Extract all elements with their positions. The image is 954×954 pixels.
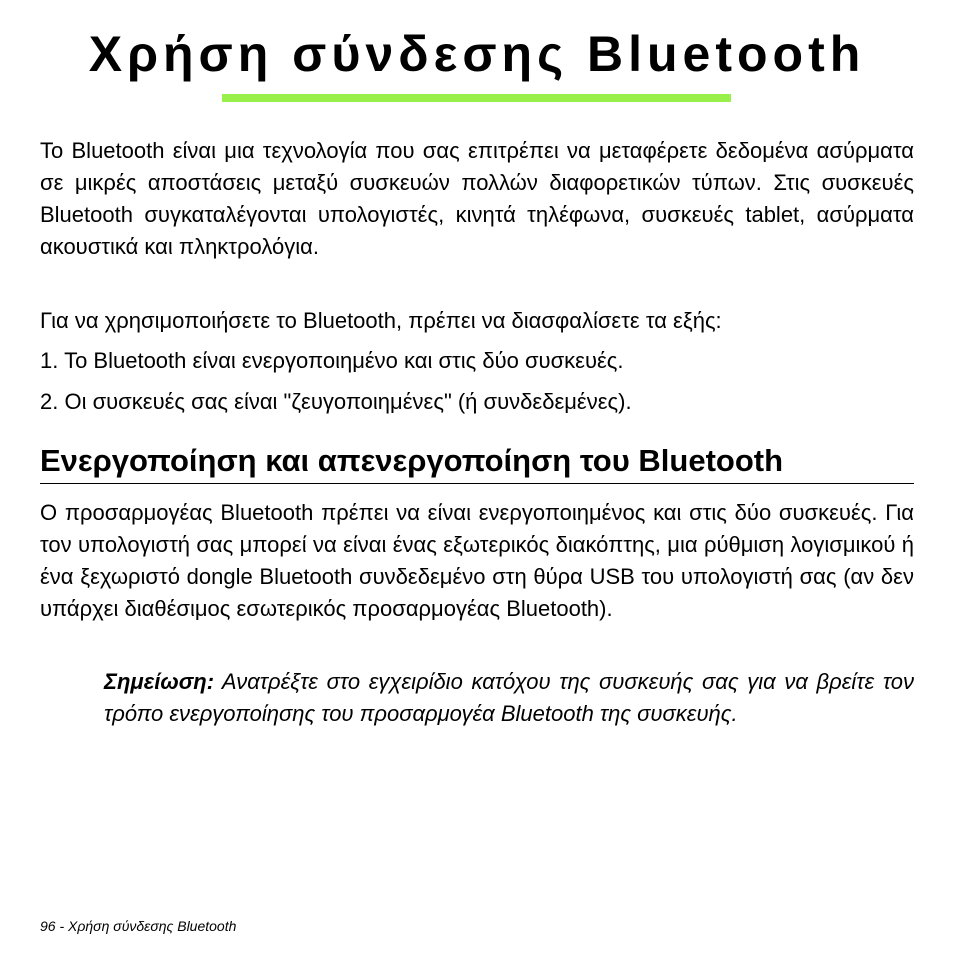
section-heading: Ενεργοποίηση και απενεργοποίηση του Bluetooth <box>40 441 914 484</box>
requirement-item-1: 1. Το Bluetooth είναι ενεργοποιημένο και στις δύο συσκευές. <box>40 348 624 373</box>
note-text: Ανατρέξτε στο εγχειρίδιο κατόχου της συσκευής σας για να βρείτε τον τρόπο ενεργοποίησης του προσαρμογέα Bluetooth της συσκευής. <box>104 669 914 726</box>
page-title: Χρήση σύνδεσης Bluetooth <box>88 26 866 82</box>
title-underline-bar <box>222 94 731 102</box>
page-footer: 96 - Χρήση σύνδεσης Bluetooth <box>40 918 237 934</box>
note-label: Σημείωση: <box>104 669 215 694</box>
requirements-lead: Για να χρησιμοποιήσετε το Bluetooth, πρέπει να διασφαλίσετε τα εξής: <box>40 308 722 333</box>
note-block <box>104 666 914 730</box>
section-paragraph: Ο προσαρμογέας Bluetooth πρέπει να είναι ενεργοποιημένος και στις δύο συσκευές. Για τον υπολογιστή σας μπορεί να είναι ένας εξωτερικός διακόπτης, μια ρύθμιση λογισμικού ή ένα ξεχωριστό dongle Bluetooth συνδεδεμένο στη θύρα USB του υπολογιστή σας (αν δεν υπάρχει διαθέσιμος εσωτερικός προσαρμογέας Bluetooth). <box>40 500 914 621</box>
intro-paragraph: Το Bluetooth είναι μια τεχνολογία που σας επιτρέπει να μεταφέρετε δεδομένα ασύρματα σε μικρές αποστάσεις μεταξύ συσκευών πολλών διαφορετικών τύπων. Στις συσκευές Bluetooth συγκαταλέγονται υπολογιστές, κινητά τηλέφωνα, συσκευές tablet, ασύρματα ακουστικά και πληκτρολόγια. <box>40 138 914 259</box>
requirement-item-2: 2. Οι συσκευές σας είναι "ζευγοποιημένες" (ή συνδεδεμένες). <box>40 389 632 414</box>
